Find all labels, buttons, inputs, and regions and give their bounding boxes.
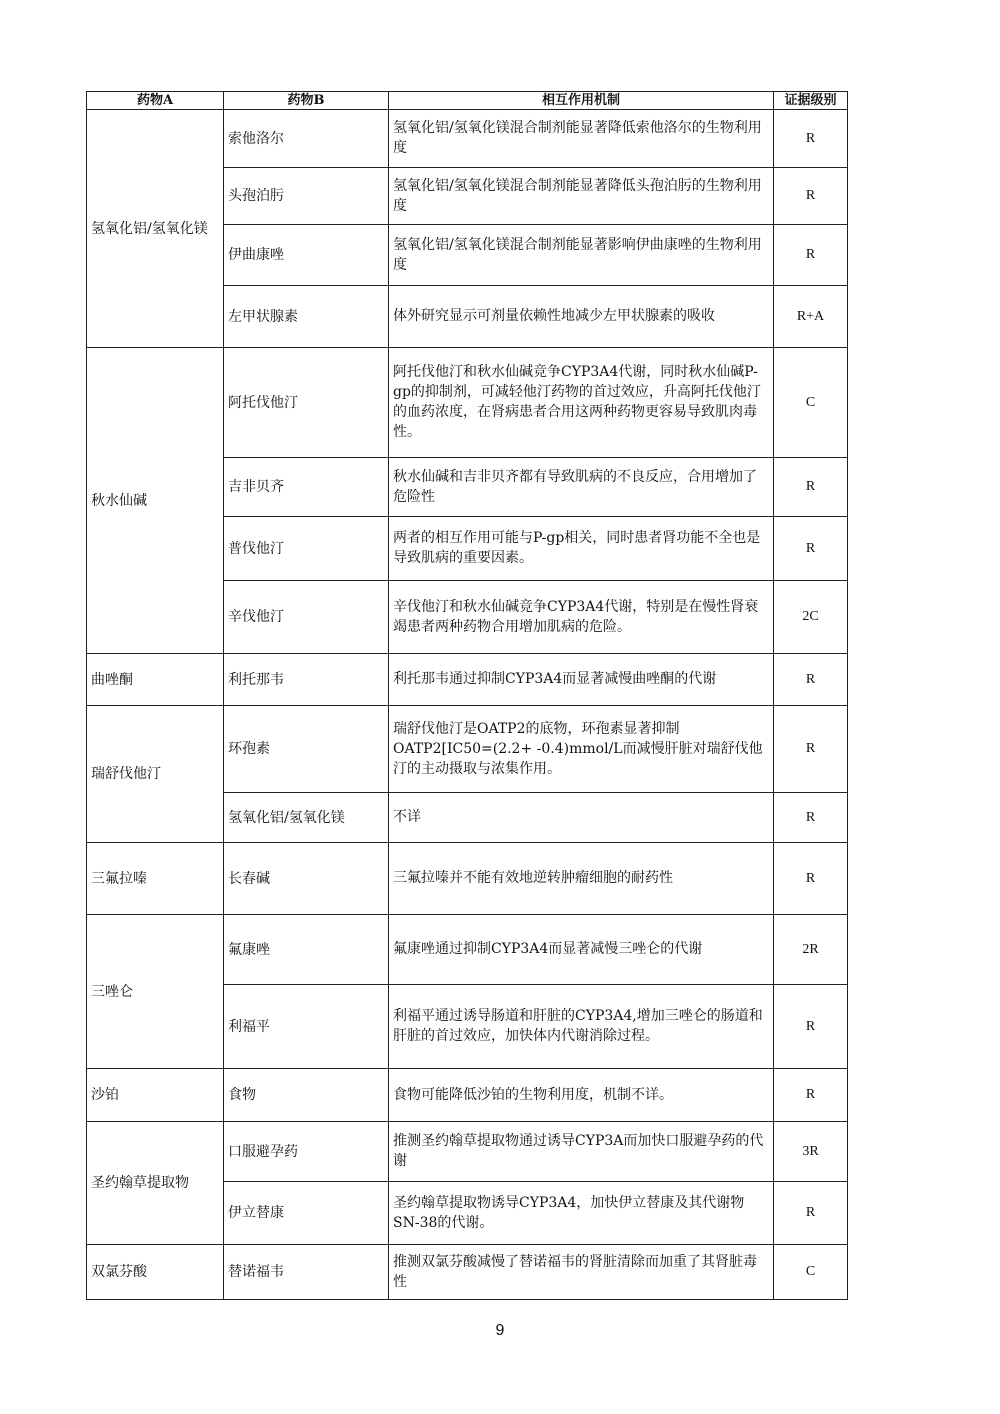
evidence-level-cell: R — [774, 654, 848, 706]
drug-b-cell: 氢氧化铝/氢氧化镁 — [224, 793, 389, 843]
evidence-level-cell: R — [774, 110, 848, 168]
drug-b-cell: 环孢素 — [224, 706, 389, 793]
evidence-level-cell: 2R — [774, 915, 848, 985]
drug-a-cell: 曲唑酮 — [87, 654, 224, 706]
evidence-level-cell: R — [774, 1069, 848, 1122]
evidence-level-cell: R — [774, 168, 848, 225]
header-mechanism: 相互作用机制 — [389, 92, 774, 110]
table-row — [87, 1122, 848, 1182]
mechanism-cell: 辛伐他汀和秋水仙碱竞争CYP3A4代谢，特别是在慢性肾衰竭患者两种药物合用增加肌病的危险。 — [389, 581, 774, 654]
header-evidence-level: 证据级别 — [774, 92, 848, 110]
drug-a-cell: 秋水仙碱 — [87, 348, 224, 654]
table-row — [87, 110, 848, 168]
drug-a-cell: 氢氧化铝/氢氧化镁 — [87, 110, 224, 348]
table-body — [87, 110, 848, 1300]
mechanism-cell: 利福平通过诱导肠道和肝脏的CYP3A4,增加三唑仑的肠道和肝脏的首过效应，加快体内代谢消除过程。 — [389, 985, 774, 1069]
drug-a-cell: 圣约翰草提取物 — [87, 1122, 224, 1245]
header-drug-a: 药物A — [87, 92, 224, 110]
evidence-level-cell: R — [774, 706, 848, 793]
mechanism-cell: 秋水仙碱和吉非贝齐都有导致肌病的不良反应，合用增加了危险性 — [389, 458, 774, 517]
evidence-level-cell: R — [774, 1182, 848, 1245]
mechanism-cell: 氢氧化铝/氢氧化镁混合制剂能显著影响伊曲康唑的生物利用度 — [389, 225, 774, 286]
table-row — [87, 348, 848, 458]
drug-b-cell: 左甲状腺素 — [224, 286, 389, 348]
evidence-level-cell: R — [774, 225, 848, 286]
drug-interaction-table — [86, 91, 848, 1300]
mechanism-cell: 体外研究显示可剂量依赖性地减少左甲状腺素的吸收 — [389, 286, 774, 348]
drug-a-cell: 沙铂 — [87, 1069, 224, 1122]
drug-b-cell: 索他洛尔 — [224, 110, 389, 168]
drug-a-cell: 瑞舒伐他汀 — [87, 706, 224, 843]
page-number: 9 — [495, 1322, 505, 1339]
drug-b-cell: 食物 — [224, 1069, 389, 1122]
drug-a-cell: 三唑仑 — [87, 915, 224, 1069]
mechanism-cell: 两者的相互作用可能与P-gp相关，同时患者肾功能不全也是导致肌病的重要因素。 — [389, 517, 774, 581]
drug-b-cell: 氟康唑 — [224, 915, 389, 985]
evidence-level-cell: C — [774, 348, 848, 458]
drug-b-cell: 长春碱 — [224, 843, 389, 915]
table-row — [87, 915, 848, 985]
evidence-level-cell: R — [774, 843, 848, 915]
drug-b-cell: 替诺福韦 — [224, 1245, 389, 1300]
table-row — [87, 654, 848, 706]
drug-b-cell: 利福平 — [224, 985, 389, 1069]
evidence-level-cell: R+A — [774, 286, 848, 348]
drug-b-cell: 利托那韦 — [224, 654, 389, 706]
header-drug-b: 药物B — [224, 92, 389, 110]
table-header-row — [87, 92, 848, 110]
evidence-level-cell: 3R — [774, 1122, 848, 1182]
mechanism-cell: 阿托伐他汀和秋水仙碱竞争CYP3A4代谢，同时秋水仙碱P-gp的抑制剂，可减轻他汀药物的首过效应，升高阿托伐他汀的血药浓度，在肾病患者合用这两种药物更容易导致肌肉毒性。 — [389, 348, 774, 458]
drug-b-cell: 口服避孕药 — [224, 1122, 389, 1182]
table-row — [87, 1069, 848, 1122]
drug-b-cell: 辛伐他汀 — [224, 581, 389, 654]
evidence-level-cell: R — [774, 458, 848, 517]
drug-b-cell: 伊立替康 — [224, 1182, 389, 1245]
mechanism-cell: 三氟拉嗪并不能有效地逆转肿瘤细胞的耐药性 — [389, 843, 774, 915]
table-row — [87, 706, 848, 793]
mechanism-cell: 圣约翰草提取物诱导CYP3A4，加快伊立替康及其代谢物SN-38的代谢。 — [389, 1182, 774, 1245]
mechanism-cell: 氢氧化铝/氢氧化镁混合制剂能显著降低索他洛尔的生物利用度 — [389, 110, 774, 168]
table-row — [87, 1245, 848, 1300]
mechanism-cell: 推测圣约翰草提取物通过诱导CYP3A而加快口服避孕药的代谢 — [389, 1122, 774, 1182]
drug-b-cell: 阿托伐他汀 — [224, 348, 389, 458]
mechanism-cell: 瑞舒伐他汀是OATP2的底物，环孢素显著抑制OATP2[IC50=(2.2+ -0.4)mmol/L而减慢肝脏对瑞舒伐他汀的主动摄取与浓集作用。 — [389, 706, 774, 793]
evidence-level-cell: R — [774, 793, 848, 843]
evidence-level-cell: C — [774, 1245, 848, 1300]
drug-b-cell: 普伐他汀 — [224, 517, 389, 581]
drug-b-cell: 头孢泊肟 — [224, 168, 389, 225]
drug-b-cell: 吉非贝齐 — [224, 458, 389, 517]
table-row — [87, 843, 848, 915]
drug-a-cell: 双氯芬酸 — [87, 1245, 224, 1300]
mechanism-cell: 食物可能降低沙铂的生物利用度，机制不详。 — [389, 1069, 774, 1122]
evidence-level-cell: R — [774, 985, 848, 1069]
mechanism-cell: 氢氧化铝/氢氧化镁混合制剂能显著降低头孢泊肟的生物利用度 — [389, 168, 774, 225]
drug-a-cell: 三氟拉嗪 — [87, 843, 224, 915]
drug-b-cell: 伊曲康唑 — [224, 225, 389, 286]
evidence-level-cell: 2C — [774, 581, 848, 654]
mechanism-cell: 利托那韦通过抑制CYP3A4而显著减慢曲唑酮的代谢 — [389, 654, 774, 706]
mechanism-cell: 氟康唑通过抑制CYP3A4而显著减慢三唑仑的代谢 — [389, 915, 774, 985]
mechanism-cell: 不详 — [389, 793, 774, 843]
mechanism-cell: 推测双氯芬酸减慢了替诺福韦的肾脏清除而加重了其肾脏毒性 — [389, 1245, 774, 1300]
evidence-level-cell: R — [774, 517, 848, 581]
